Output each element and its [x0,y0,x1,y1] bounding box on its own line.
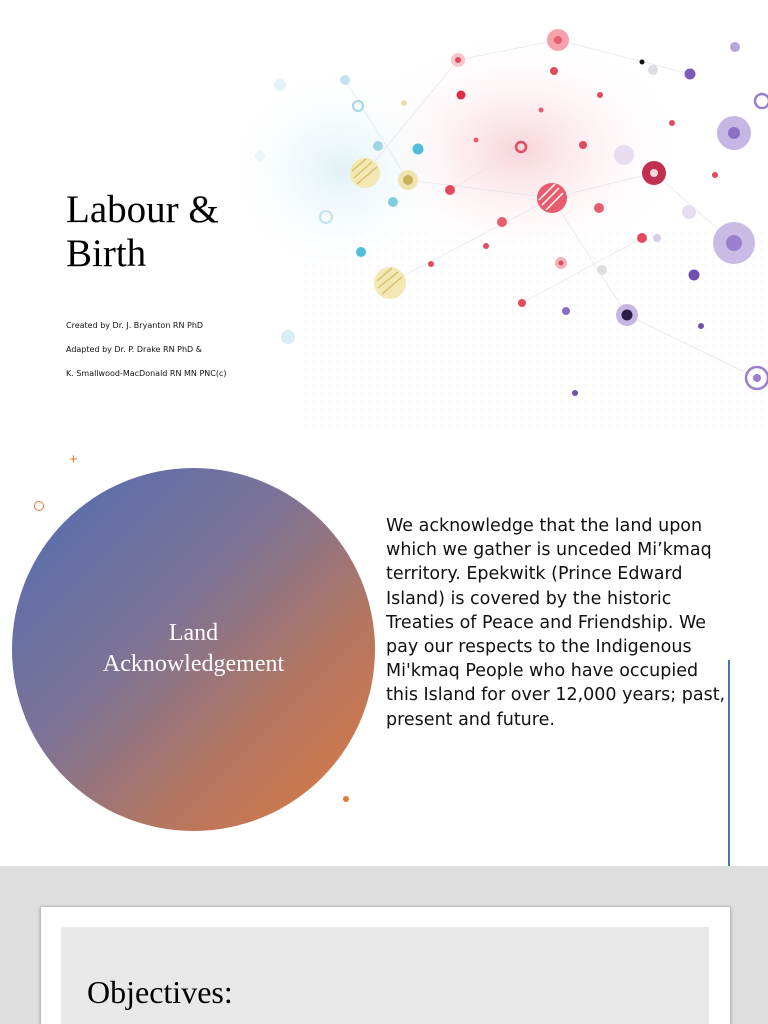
credit-line: Adapted by Dr. P. Drake RN PhD & [66,345,202,354]
slide-title-line1: Labour & [66,188,219,231]
title-slide [0,0,768,432]
slide-title [66,188,326,276]
objectives-slide-area [0,866,768,1024]
slide-title-line2: Birth [66,232,147,275]
plus-decoration-icon: + [69,451,78,468]
accent-line [728,660,730,866]
objectives-title: Objectives: [87,974,233,1010]
ring-decoration-icon [34,501,44,511]
dot-decoration-icon [343,796,349,802]
credits [66,318,326,390]
acknowledgement-text: We acknowledge that the land upon which we gather is unceded Mi’kmaq territory. Epekwitk (Prince Edward Island) is covered by the historic Treaties of Peace and Friendship. We pay our respects to the Indigenous Mi'kmaq People who have occupied this Island for over 12,000 years; past, present and future. [386,516,726,730]
circle-title-line1: Land [168,620,219,646]
land-acknowledgement-slide [0,432,768,866]
objectives-panel [61,927,709,1024]
circle-title-line2: Acknowledgement [102,651,285,677]
circle-title [12,618,375,680]
credit-line: Created by Dr. J. Bryanton RN PhD [66,321,204,330]
objectives-slide [40,906,731,1024]
credit-line: K. Smallwood-MacDonald RN MN PNC(c) [66,369,227,378]
